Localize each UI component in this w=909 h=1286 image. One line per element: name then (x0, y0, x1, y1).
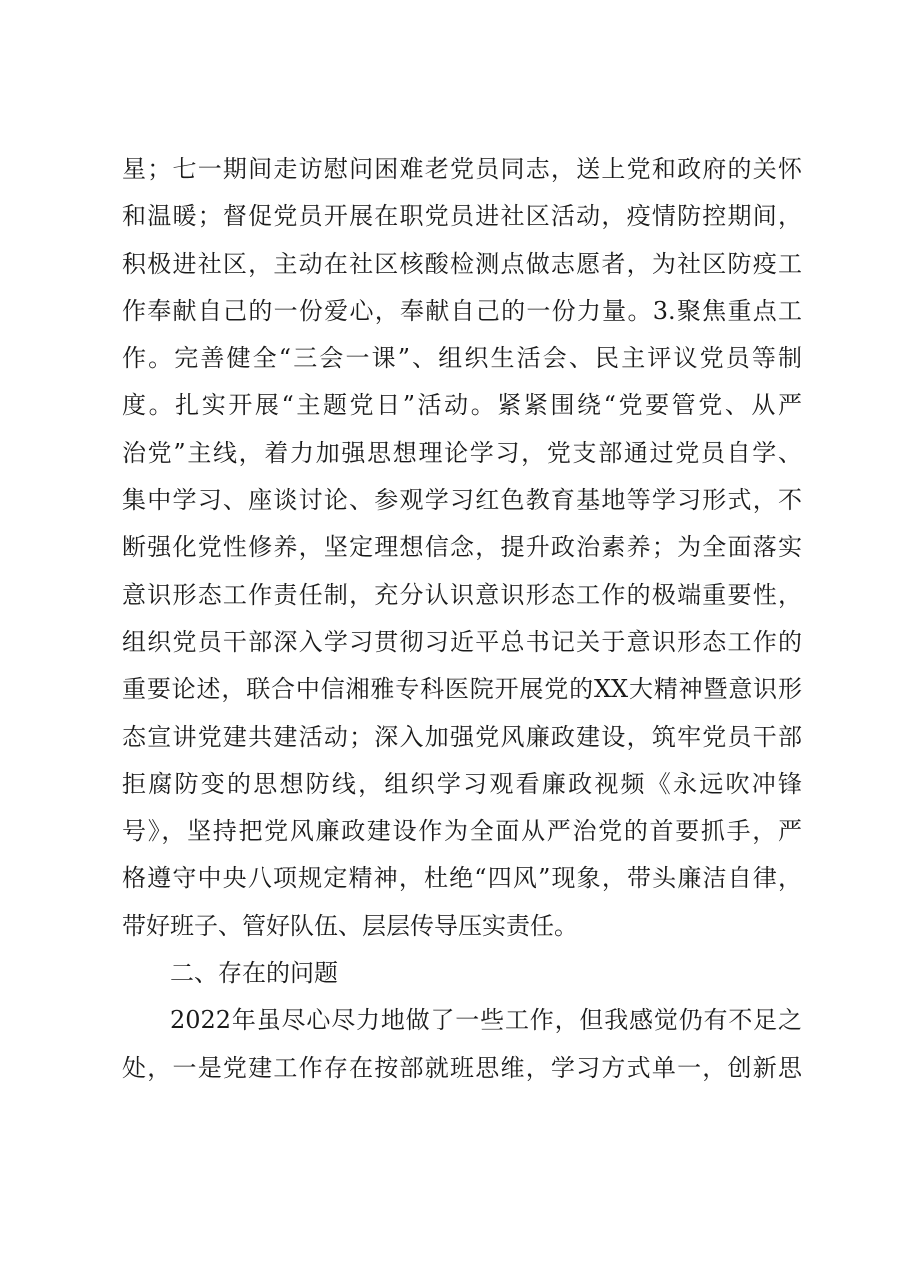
text-line: 积极进社区，主动在社区核酸检测点做志愿者，为社区防疫工 (122, 249, 802, 278)
text-line: 号》，坚持把党风廉政建设作为全面从严治党的首要抓手，严 (122, 817, 802, 846)
text-line: 星；七一期间走访慰问困难老党员同志，送上党和政府的关怀 (122, 155, 802, 183)
paragraph-problems (122, 997, 802, 1092)
text-line: 组织党员干部深入学习贯彻习近平总书记关于意识形态工作的 (122, 627, 802, 656)
paragraph-achievements (122, 146, 802, 950)
text-line: 断强化党性修养，坚定理想信念，提升政治素养；为全面落实 (122, 533, 802, 562)
text-line: 作。完善健全“三会一课”、组织生活会、民主评议党员等制 (122, 344, 802, 373)
text-line: 意识形态工作责任制，充分认识意识形态工作的极端重要性， (122, 580, 802, 609)
text-line: 重要论述，联合中信湘雅专科医院开展党的XX大精神暨意识形 (122, 675, 802, 704)
section-heading: 二、存在的问题 (170, 959, 338, 988)
text-line: 作奉献自己的一份爱心，奉献自己的一份力量。3.聚焦重点工 (122, 296, 802, 325)
text-line: 带好班子、管好队伍、层层传导压实责任。 (122, 911, 578, 940)
text-line: 集中学习、座谈讨论、参观学习红色教育基地等学习形式，不 (122, 486, 802, 515)
text-line: 治党”主线，着力加强思想理论学习，党支部通过党员自学、 (122, 438, 802, 467)
text-line: 处，一是党建工作存在按部就班思维，学习方式单一，创新思 (122, 1053, 802, 1082)
text-line: 和温暖；督促党员开展在职党员进社区活动，疫情防控期间， (122, 202, 802, 231)
document-body (122, 146, 802, 1092)
text-line: 拒腐防变的思想防线，组织学习观看廉政视频《永远吹冲锋 (122, 769, 802, 798)
text-line: 度。扎实开展“主题党日”活动。紧紧围绕“党要管党、从严 (122, 391, 802, 420)
text-line: 2022年虽尽心尽力地做了一些工作，但我感觉仍有不足之 (170, 1006, 802, 1035)
text-line: 态宣讲党建共建活动；深入加强党风廉政建设，筑牢党员干部 (122, 722, 802, 751)
text-line: 格遵守中央八项规定精神，杜绝“四风”现象，带头廉洁自律， (122, 864, 802, 893)
